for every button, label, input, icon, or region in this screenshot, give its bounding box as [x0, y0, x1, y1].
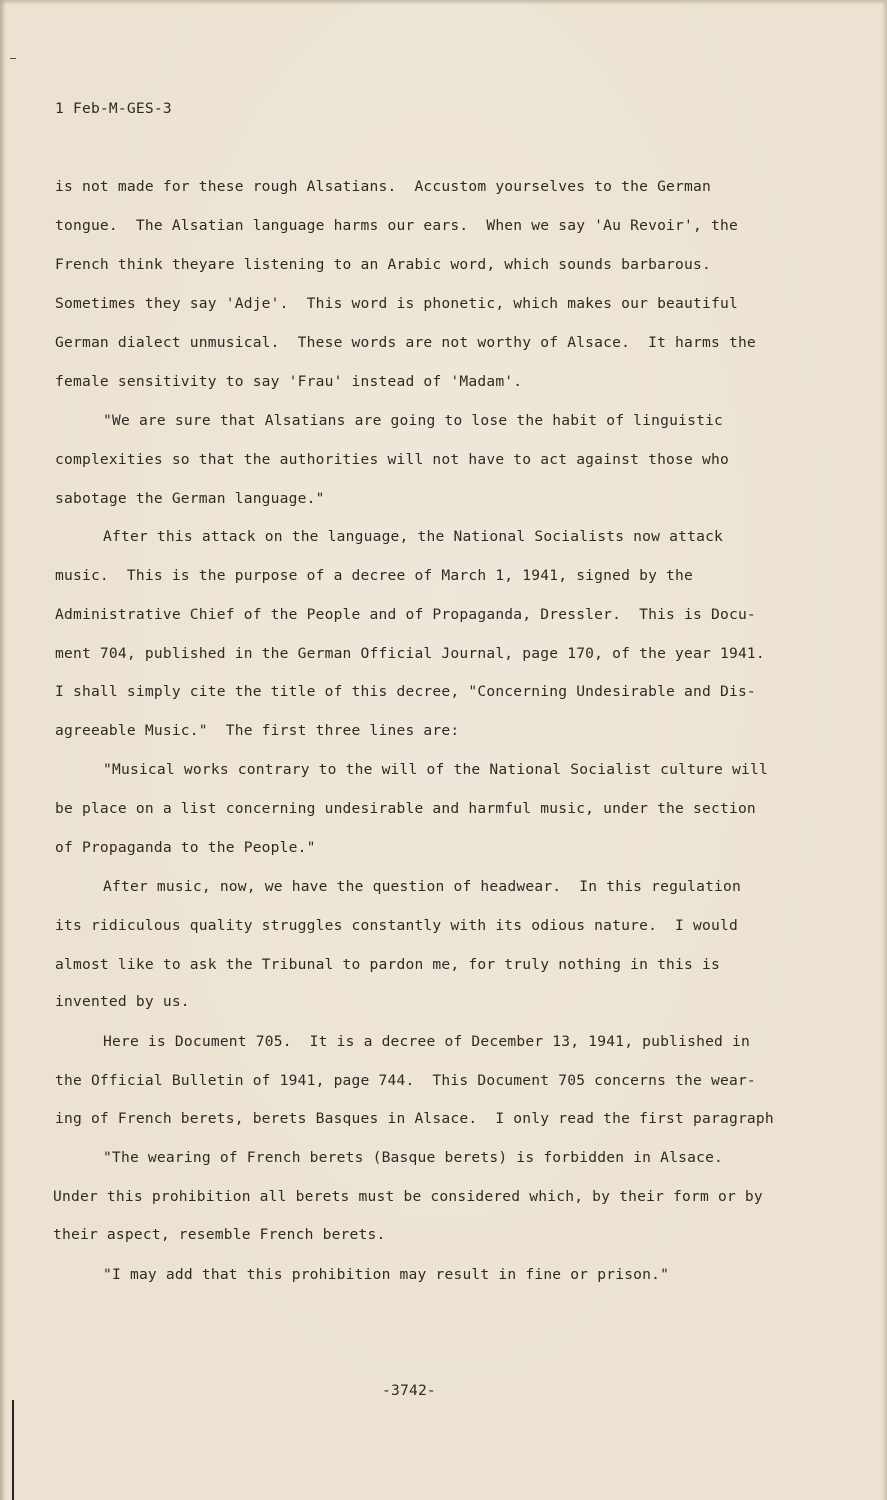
- text-line: After music, now, we have the question of headwear. In this regulation: [103, 878, 742, 895]
- text-line: female sensitivity to say 'Frau' instead of 'Madam'.: [55, 373, 523, 390]
- text-line: invented by us.: [55, 993, 190, 1010]
- text-line: is not made for these rough Alsatians. Accustom yourselves to the German: [55, 178, 711, 195]
- text-line: Sometimes they say 'Adje'. This word is phonetic, which makes our beautiful: [55, 295, 738, 312]
- text-line: complexities so that the authorities will not have to act against those who: [55, 451, 729, 468]
- text-line: After this attack on the language, the National Socialists now attack: [103, 528, 724, 545]
- margin-tick-mark: [10, 58, 16, 59]
- text-line: of Propaganda to the People.": [55, 839, 316, 856]
- text-line: sabotage the German language.": [55, 490, 325, 507]
- text-line: "I may add that this prohibition may result in fine or prison.": [103, 1266, 670, 1283]
- page-left-edge: [0, 0, 6, 1500]
- text-line: be place on a list concerning undesirable and harmful music, under the section: [55, 800, 756, 817]
- text-line: "Musical works contrary to the will of the National Socialist culture will: [103, 761, 768, 778]
- text-line: agreeable Music." The first three lines are:: [55, 722, 460, 739]
- text-line: "The wearing of French berets (Basque berets) is forbidden in Alsace.: [103, 1149, 724, 1166]
- text-line: "We are sure that Alsatians are going to lose the habit of linguistic: [103, 412, 724, 429]
- page-right-edge: [882, 0, 887, 1500]
- text-line: tongue. The Alsatian language harms our ears. When we say 'Au Revoir', the: [55, 217, 738, 234]
- text-line: Here is Document 705. It is a decree of December 13, 1941, published in: [103, 1033, 751, 1050]
- text-line: almost like to ask the Tribunal to pardon me, for truly nothing in this is: [55, 956, 720, 973]
- text-line: ing of French berets, berets Basques in Alsace. I only read the first paragraph: [55, 1110, 774, 1127]
- text-line: ment 704, published in the German Official Journal, page 170, of the year 1941.: [55, 645, 765, 662]
- binding-mark: [12, 1400, 14, 1500]
- page-number: -3742-: [382, 1382, 436, 1399]
- text-line: Administrative Chief of the People and of Propaganda, Dressler. This is Docu-: [55, 606, 756, 623]
- page-top-edge: [0, 0, 887, 5]
- text-line: German dialect unmusical. These words are not worthy of Alsace. It harms the: [55, 334, 756, 351]
- text-line: its ridiculous quality struggles constantly with its odious nature. I would: [55, 917, 738, 934]
- text-line: Under this prohibition all berets must be considered which, by their form or by: [53, 1188, 763, 1205]
- text-line: French think theyare listening to an Arabic word, which sounds barbarous.: [55, 256, 711, 273]
- page-reference-header: 1 Feb-M-GES-3: [55, 100, 172, 117]
- text-line: I shall simply cite the title of this decree, "Concerning Undesirable and Dis-: [55, 683, 756, 700]
- text-line: their aspect, resemble French berets.: [53, 1226, 386, 1243]
- text-line: the Official Bulletin of 1941, page 744. This Document 705 concerns the wear-: [55, 1072, 756, 1089]
- text-line: music. This is the purpose of a decree of March 1, 1941, signed by the: [55, 567, 694, 584]
